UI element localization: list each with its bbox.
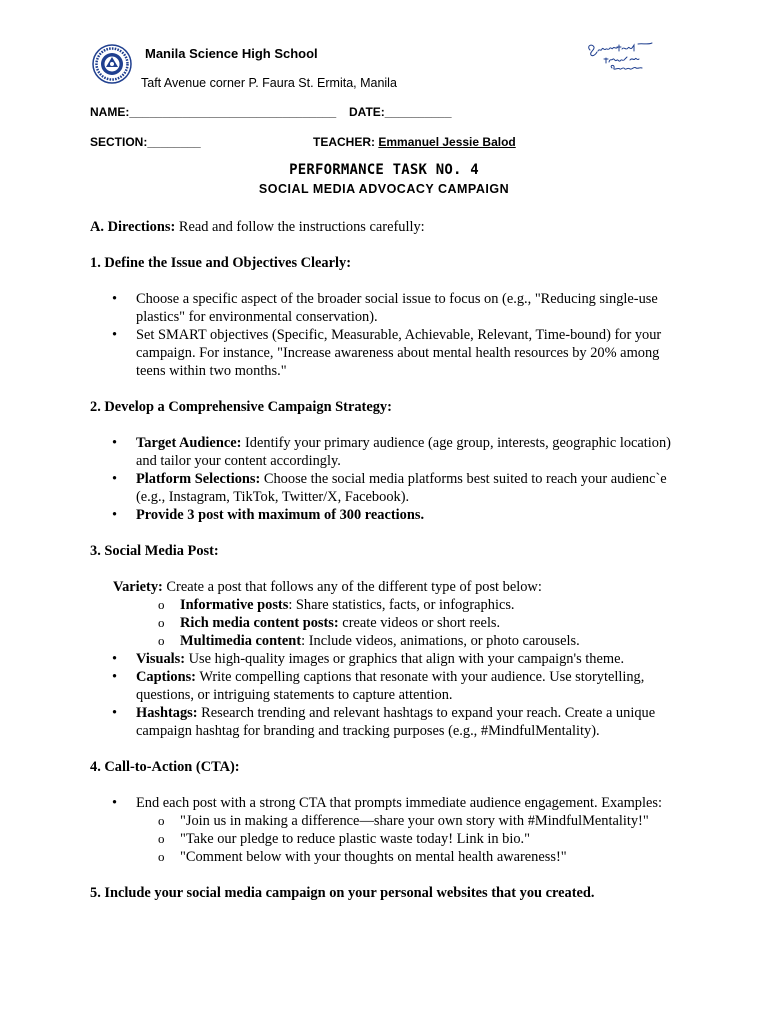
post-type-text: : Include videos, animations, or photo carousels. [301, 633, 580, 649]
list-item: • End each post with a strong CTA that prompts immediate audience engagement. Examples: [90, 794, 690, 812]
visuals-text: Use high-quality images or graphics that align with your campaign's theme. [185, 651, 625, 667]
list-item [90, 470, 690, 506]
section-2-heading [90, 398, 690, 416]
task-subtitle: SOCIAL MEDIA ADVOCACY CAMPAIGN [258, 182, 510, 196]
platform-selections-text: Choose the social media platforms best suited to reach your audienc`e (e.g., Instagram, TikTok, Twitter/X, Facebook). [136, 471, 667, 505]
variety-label: Variety: [113, 579, 163, 595]
section-3-heading-text: 3. Social Media Post: [90, 543, 219, 559]
section-field[interactable] [90, 135, 201, 149]
list-item: • Set SMART objectives (Specific, Measurable, Achievable, Relevant, Time-bound) for your campaign. For instance, "Increase awareness about mental health resources by 20% among teens within two months." [90, 326, 690, 380]
list-item [90, 632, 690, 650]
list-item [90, 650, 690, 668]
date-label: DATE: [349, 105, 385, 119]
list-item [90, 704, 690, 740]
teacher-name: Emmanuel Jessie Balod [378, 135, 516, 149]
school-address: Taft Avenue corner P. Faura St. Ermita, Manila [141, 76, 397, 90]
variety-text: Create a post that follows any of the different type of post below: [162, 579, 542, 595]
section-1-heading-text: 1. Define the Issue and Objectives Clearly: [90, 255, 351, 271]
section-2-heading-text: 2. Develop a Comprehensive Campaign Strategy: [90, 399, 392, 415]
post-types-list [90, 596, 690, 650]
section-5-heading [90, 884, 690, 902]
visuals-label: Visuals: [136, 651, 186, 667]
list-item: • Choose a specific aspect of the broader social issue to focus on (e.g., "Reducing single-use plastics" for environmental conservation). [90, 290, 690, 326]
name-label: NAME: [90, 105, 130, 119]
section-blank: ________ [147, 135, 201, 149]
target-audience-text: Identify your primary audience (age group, interests, geographic location) and tailor your content accordingly. [136, 435, 671, 469]
captions-text: Write compelling captions that resonate with your audience. Use storytelling, questions, or intriguing statements to capture attention. [136, 669, 645, 703]
list-item: o "Comment below with your thoughts on mental health awareness!" [90, 848, 690, 866]
section-2-list [90, 434, 690, 524]
task-instructions [90, 218, 690, 902]
name-blank: _______________________________ [129, 105, 337, 119]
section-4-heading-text: 4. Call-to-Action (CTA): [90, 759, 240, 775]
captions-label: Captions: [136, 669, 196, 685]
handwritten-motto-signature [582, 40, 656, 74]
platform-selections-label: Platform Selections: [136, 471, 261, 487]
post-type-label: Rich media content posts: [180, 615, 339, 631]
list-item: o "Take our pledge to reduce plastic waste today! Link in bio." [90, 830, 690, 848]
date-field[interactable] [349, 105, 452, 119]
teacher-label: TEACHER: [313, 135, 375, 149]
list-item [90, 668, 690, 704]
post-requirement: Provide 3 post with maximum of 300 reactions. [136, 507, 425, 523]
date-blank: __________ [384, 105, 452, 119]
teacher-field [313, 135, 516, 149]
list-item: o "Join us in making a difference—share your own story with #MindfulMentality!" [90, 812, 690, 830]
directions-text: Read and follow the instructions carefully: [175, 219, 425, 235]
task-title: PERFORMANCE TASK NO. 4 [289, 162, 479, 178]
hashtags-label: Hashtags: [136, 705, 198, 721]
section-4-list [90, 794, 690, 812]
cta-examples-list [90, 812, 690, 866]
section-4-heading [90, 758, 690, 776]
section-3-heading [90, 542, 690, 560]
section-1-heading [90, 254, 690, 272]
post-type-text: create videos or short reels. [338, 615, 501, 631]
variety-paragraph [90, 578, 690, 596]
directions [90, 218, 690, 236]
post-type-text: : Share statistics, facts, or infographics. [288, 597, 515, 613]
hashtags-text: Research trending and relevant hashtags to expand your reach. Create a unique campaign hashtag for branding and tracking purposes (e.g., #MindfulMentality). [136, 705, 656, 739]
directions-label: A. Directions: [90, 219, 176, 235]
list-item [90, 596, 690, 614]
school-name: Manila Science High School [145, 46, 318, 61]
list-item [90, 506, 690, 524]
section-3-list [90, 650, 690, 740]
school-seal-icon [92, 44, 132, 84]
list-item [90, 434, 690, 470]
section-label: SECTION: [90, 135, 148, 149]
post-type-label: Multimedia content [180, 633, 302, 649]
section-1-list [90, 290, 690, 380]
target-audience-label: Target Audience: [136, 435, 242, 451]
post-type-label: Informative posts [180, 597, 289, 613]
list-item [90, 614, 690, 632]
section-5-heading-text: 5. Include your social media campaign on your personal websites that you created. [90, 885, 595, 901]
name-field[interactable] [90, 105, 336, 119]
